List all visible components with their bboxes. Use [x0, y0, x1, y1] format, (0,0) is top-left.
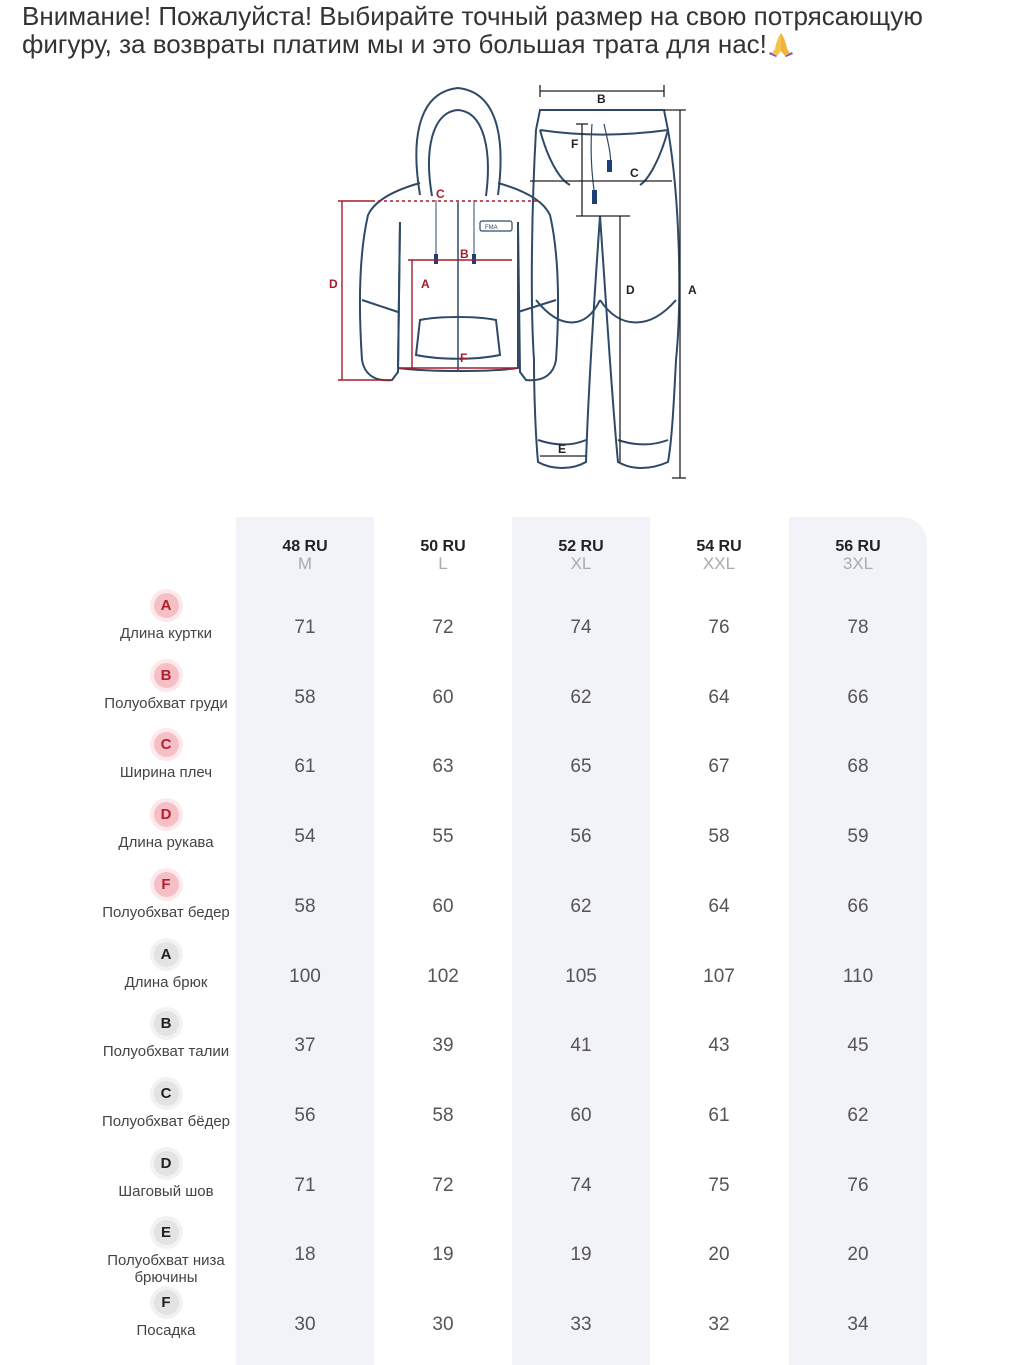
table-cell: 105 [565, 965, 597, 987]
column-intl-size: XL [570, 554, 592, 573]
table-cell: 30 [432, 1314, 454, 1335]
jacket-label-b: B [460, 247, 469, 261]
notice-message: Внимание! Пожалуйста! Выбирайте точный размер на свою потрясающую фигуру, за возвраты платим мы и это большая трата для нас! [22, 1, 923, 59]
table-cell: 58 [432, 1104, 454, 1126]
measurement-name: Полуобхват низа брючины [107, 1252, 225, 1287]
table-cell: 64 [708, 686, 730, 708]
measurement-label [100, 942, 232, 991]
table-cell: 56 [294, 1104, 316, 1126]
measurement-name: Посадка [136, 1322, 196, 1339]
jacket-label-d: D [329, 277, 338, 291]
column-ru-size: 54 RU [696, 538, 742, 555]
table-cell: 55 [432, 826, 454, 848]
column-header-54 [650, 539, 788, 572]
measurement-name: Полуобхват талии [102, 1043, 230, 1061]
table-cell: 72 [432, 1174, 454, 1196]
jacket-measure-lines [338, 201, 540, 380]
pants-label-e: E [558, 442, 567, 456]
table-row [0, 732, 1024, 801]
table-cell: 58 [294, 686, 316, 708]
table-cell: 43 [708, 1035, 730, 1057]
notice-text [22, 2, 1012, 58]
table-cell: 72 [432, 617, 454, 638]
table-cell: 110 [842, 965, 874, 987]
measurement-label [100, 1151, 232, 1200]
table-cell: 67 [708, 756, 730, 778]
table-cell: 100 [289, 965, 321, 987]
column-header-48 [236, 539, 374, 572]
column-intl-size: L [438, 554, 448, 573]
measurement-name: Длина рукава [118, 834, 214, 852]
measurement-name: Длина брюк [124, 973, 208, 991]
table-cell: 66 [847, 895, 869, 917]
table-cell: 68 [847, 756, 869, 778]
table-cell: 75 [708, 1174, 730, 1196]
table-cell: 66 [847, 686, 869, 708]
pants-label-f: F [571, 137, 579, 151]
measurement-label [100, 1081, 232, 1130]
table-cell: 39 [432, 1035, 454, 1057]
table-cell: 58 [294, 895, 316, 917]
table-cell: 19 [432, 1244, 454, 1266]
table-cell: 71 [294, 1174, 316, 1196]
table-cell: 76 [708, 617, 730, 638]
measurement-name: Полуобхват бедер [102, 903, 230, 921]
folded-hands-emoji-icon [767, 31, 795, 57]
table-row [0, 872, 1024, 941]
measurement-label [100, 1220, 232, 1286]
measurement-label [100, 663, 232, 712]
pants-label-d: D [626, 283, 635, 297]
measurement-code-badge: E [154, 1220, 179, 1245]
measurement-code-badge: B [154, 1011, 179, 1036]
measurement-code-badge: D [154, 802, 179, 827]
table-cell: 62 [570, 686, 592, 708]
column-header-52 [512, 539, 650, 572]
table-cell: 102 [427, 965, 459, 987]
pants-drawcord [591, 124, 612, 204]
column-intl-size: XXL [702, 554, 736, 573]
column-ru-size: 56 RU [835, 538, 881, 555]
measurement-label [100, 593, 232, 642]
table-cell: 60 [570, 1104, 592, 1126]
table-cell: 19 [570, 1244, 592, 1266]
measurement-label [100, 802, 232, 851]
table-cell: 58 [708, 826, 730, 848]
table-cell: 56 [570, 826, 592, 848]
table-row [0, 1081, 1024, 1150]
table-cell: 37 [294, 1035, 316, 1057]
table-cell: 41 [570, 1035, 592, 1057]
measurement-label [100, 1011, 232, 1060]
column-ru-size: 48 RU [282, 538, 328, 555]
table-cell: 65 [570, 756, 592, 778]
table-row [0, 1290, 1024, 1359]
pants-measure-labels [558, 92, 697, 456]
table-row [0, 593, 1024, 662]
measurement-code-badge: D [154, 1151, 179, 1176]
table-cell: 45 [847, 1035, 869, 1057]
measurement-label [100, 1290, 232, 1339]
table-cell: 107 [703, 965, 735, 987]
measurement-name: Ширина плеч [119, 764, 213, 782]
table-cell: 30 [294, 1314, 316, 1335]
pants-label-a: A [688, 283, 697, 297]
measurement-code-badge: B [154, 663, 179, 688]
column-header-50 [374, 539, 512, 572]
table-cell: 76 [847, 1174, 869, 1196]
table-cell: 74 [570, 1174, 592, 1196]
table-cell: 62 [847, 1104, 869, 1126]
table-row [0, 942, 1024, 1011]
measurement-code-badge: A [154, 593, 179, 618]
measurement-name: Шаговый шов [118, 1182, 214, 1200]
column-header-56 [789, 539, 927, 572]
table-row [0, 1011, 1024, 1080]
measurement-code-badge: F [154, 1290, 179, 1315]
column-intl-size: 3XL [842, 554, 874, 573]
table-row [0, 1151, 1024, 1220]
table-cell: 63 [432, 756, 454, 778]
jacket-label-c: C [436, 187, 445, 201]
measurement-name: Полуобхват бёдер [101, 1112, 231, 1130]
garment-diagram-svg [300, 80, 720, 490]
measurement-name: Длина куртки [120, 625, 212, 642]
measurement-code-badge: C [154, 732, 179, 757]
measurement-code-badge: F [154, 872, 179, 897]
jacket-logo: FMA [485, 225, 498, 231]
table-cell: 60 [432, 686, 454, 708]
jacket-label-f: F [460, 351, 468, 365]
pants-label-b: B [597, 92, 606, 106]
table-row [0, 663, 1024, 732]
measurement-name: Полуобхват груди [104, 694, 228, 712]
table-row [0, 802, 1024, 871]
table-cell: 54 [294, 826, 316, 848]
table-cell: 33 [570, 1314, 592, 1335]
table-cell: 18 [294, 1244, 316, 1266]
jacket-drawcord-tips [434, 200, 476, 264]
table-cell: 78 [847, 617, 869, 638]
column-ru-size: 52 RU [558, 538, 604, 555]
table-cell: 71 [294, 617, 316, 638]
measurement-code-badge: C [154, 1081, 179, 1106]
column-intl-size: M [297, 554, 313, 573]
measurement-code-badge: A [154, 942, 179, 967]
table-cell: 62 [570, 895, 592, 917]
measurement-label [100, 872, 232, 921]
jacket-label-a: A [421, 277, 430, 291]
table-cell: 74 [570, 617, 592, 638]
table-row [0, 1220, 1024, 1289]
table-cell: 61 [708, 1104, 730, 1126]
measurement-label [100, 732, 232, 781]
table-cell: 64 [708, 895, 730, 917]
pants-label-c: C [630, 166, 639, 180]
table-cell: 60 [432, 895, 454, 917]
jacket-outline [360, 88, 558, 380]
table-cell: 61 [294, 756, 316, 778]
table-cell: 34 [847, 1314, 869, 1335]
size-diagram [300, 80, 720, 490]
table-cell: 20 [847, 1244, 869, 1266]
pants-outline [532, 110, 679, 468]
column-ru-size: 50 RU [420, 538, 466, 555]
table-cell: 32 [708, 1314, 730, 1335]
table-cell: 20 [708, 1244, 730, 1266]
size-table [0, 517, 1024, 1365]
table-cell: 59 [847, 826, 869, 848]
